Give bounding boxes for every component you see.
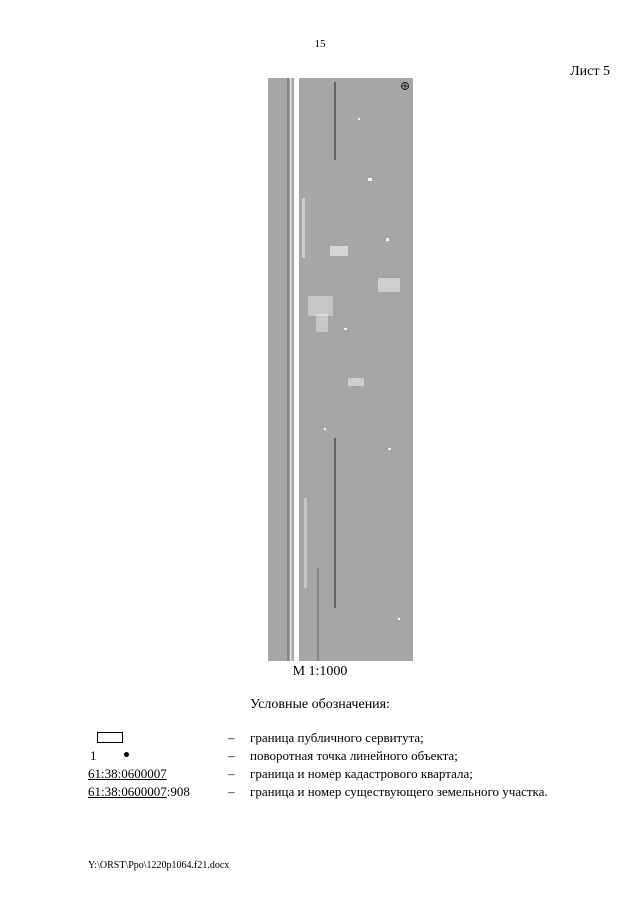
- legend-symbol-text: 61:38:0600007: [88, 766, 167, 781]
- road-edge-line: [294, 78, 299, 661]
- legend-description: граница публичного сервитута;: [250, 730, 424, 745]
- turning-point-icon: [124, 752, 129, 757]
- legend-symbol-text: 61:38:0600007: [88, 784, 167, 799]
- legend-symbol: [88, 765, 228, 782]
- legend-symbol: [88, 747, 228, 764]
- legend-symbol: [88, 783, 228, 800]
- legend-symbol-text: 1: [90, 748, 97, 763]
- legend-description: граница и номер кадастрового квартала;: [250, 766, 473, 781]
- file-path-footer: Y:\ORST\Ppo\1220p1064.f21.docx: [88, 860, 230, 871]
- cadastral-map: [268, 78, 413, 661]
- legend-dash: –: [228, 784, 235, 799]
- map-scale: М 1:1000: [292, 664, 348, 679]
- legend-title: Условные обозначения:: [249, 697, 391, 712]
- legend-dash: –: [228, 766, 235, 781]
- legend-dash: –: [228, 748, 235, 763]
- legend-description: поворотная точка линейного объекта;: [250, 748, 458, 763]
- north-symbol: [402, 83, 409, 90]
- page-number: 15: [314, 38, 326, 50]
- legend-symbol: [88, 729, 228, 746]
- sheet-label: Лист 5: [570, 64, 610, 79]
- map-background: [268, 78, 413, 661]
- legend-symbol-suffix: :908: [166, 784, 190, 799]
- legend-description: граница и номер существующего земельного участка.: [250, 784, 548, 799]
- servitude-boundary-icon: [97, 732, 123, 743]
- legend-dash: –: [228, 730, 235, 745]
- road-edge-secondary: [290, 78, 292, 661]
- map-drawing: [268, 78, 413, 661]
